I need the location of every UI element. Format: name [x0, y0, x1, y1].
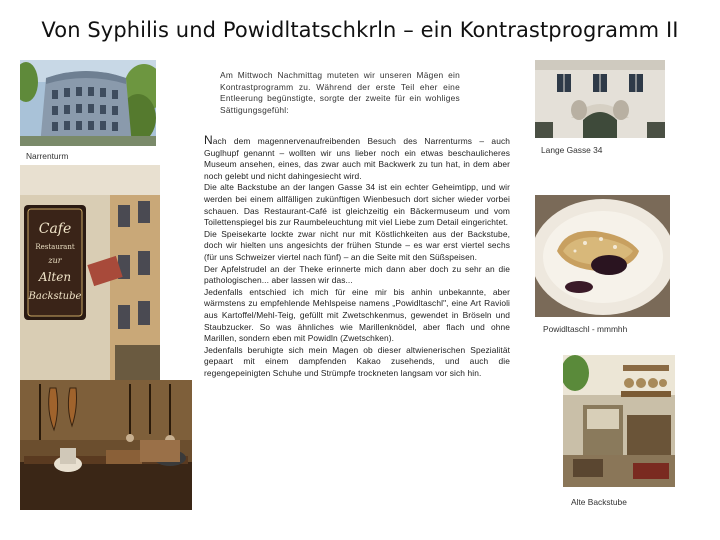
narrenturm-caption: Narrenturm	[26, 151, 69, 161]
svg-text:Cafe: Cafe	[38, 221, 72, 237]
svg-text:Restaurant: Restaurant	[35, 243, 75, 251]
page-title: Von Syphilis und Powidltatschkrln – ein Kontrastprogramm II	[41, 18, 679, 42]
lange-gasse-caption: Lange Gasse 34	[541, 145, 603, 155]
svg-text:Backstube: Backstube	[28, 291, 82, 302]
body-paragraph-6: Jedenfalls beruhigte sich mein Magen ob dieser altwienerischen Spezialität gepaart mit einem dampfenden Kakao zusehends, und auch die regengepeinigten Schuhe und Strümpfe trockneten langsam vor sich hin.	[204, 344, 510, 378]
body-paragraph-5: Jedenfalls entschied ich mich für eine mir bis anhin unbekannte, aber wärmstens zu empfehlende Mehlspeise namens „Powidltaschl", eine Art Ravioli aus Kartoffel/Mehl-Teig, gefüllt mit Zwetschkenmus, gewendet in Bröseln und Staubzucker. So was ähnliches wie Marillenknödel, aber flach und ohne Marillen, sondern eben mit Powidln (Zwetschken).	[204, 286, 510, 344]
alte-backstube-caption: Alte Backstube	[571, 497, 627, 507]
svg-text:Alten: Alten	[38, 270, 72, 284]
lange-gasse-photo	[535, 60, 665, 138]
article-body	[204, 135, 510, 379]
backstube-sign-photo	[20, 165, 160, 380]
bakery-tools-photo	[20, 380, 192, 510]
body-paragraph-2: Die alte Backstube an der langen Gasse 34 ist ein echter Geheimtipp, und wir werden bei einem allfälligen zukünftigen Wienbesuch dort sicher wieder vorbei schauen. Das Restaurant-Café ist gleichzeitig ein Bäckermuseum und vom Toilettenspiegel bis zur Raumbeleuchtung mit viel Liebe zum Detail eingerichtet.	[204, 182, 510, 228]
svg-text:zur: zur	[48, 256, 62, 265]
drop-cap: N	[204, 133, 213, 147]
body-paragraph-3: Die Speisekarte lockte zwar nicht nur mit Köstlichkeiten aus der Backstube, doch wir hielten uns angesichts der frühen Stunde – es war erst viertel sechs (für uns Schweizer viertel nach fünf) – an die Seite mit den Süßspeisen.	[204, 228, 510, 262]
body-paragraph-4: Der Apfelstrudel an der Theke erinnerte mich dann aber doch zu sehr an die pathologischen... aber lassen wir das...	[204, 263, 510, 286]
powidltaschl-photo	[535, 195, 670, 317]
body-paragraph-1: Nach dem magennervenaufreibenden Besuch des Narrenturms – auch Guglhupf genannt – wollten wir uns lieber noch ein etwas beschaulicheres Museum ansehen, eines, das zwar auch mit Backwerk zu tun hat, in dem aber noch gelebt und nicht dahingesiecht wird.	[204, 133, 510, 181]
intro-paragraph: Am Mittwoch Nachmittag muteten wir unseren Mägen ein Kontrastprogramm zu. Während der erste Teil eher eine Entleerung begünstigte, sorgte der zweite für ein wohliges Sättigungsgefühl:	[220, 70, 460, 115]
narrenturm-photo	[20, 60, 156, 146]
powidltaschl-caption: Powidltaschl - mmmhh	[543, 324, 628, 334]
alte-backstube-photo	[563, 355, 675, 487]
